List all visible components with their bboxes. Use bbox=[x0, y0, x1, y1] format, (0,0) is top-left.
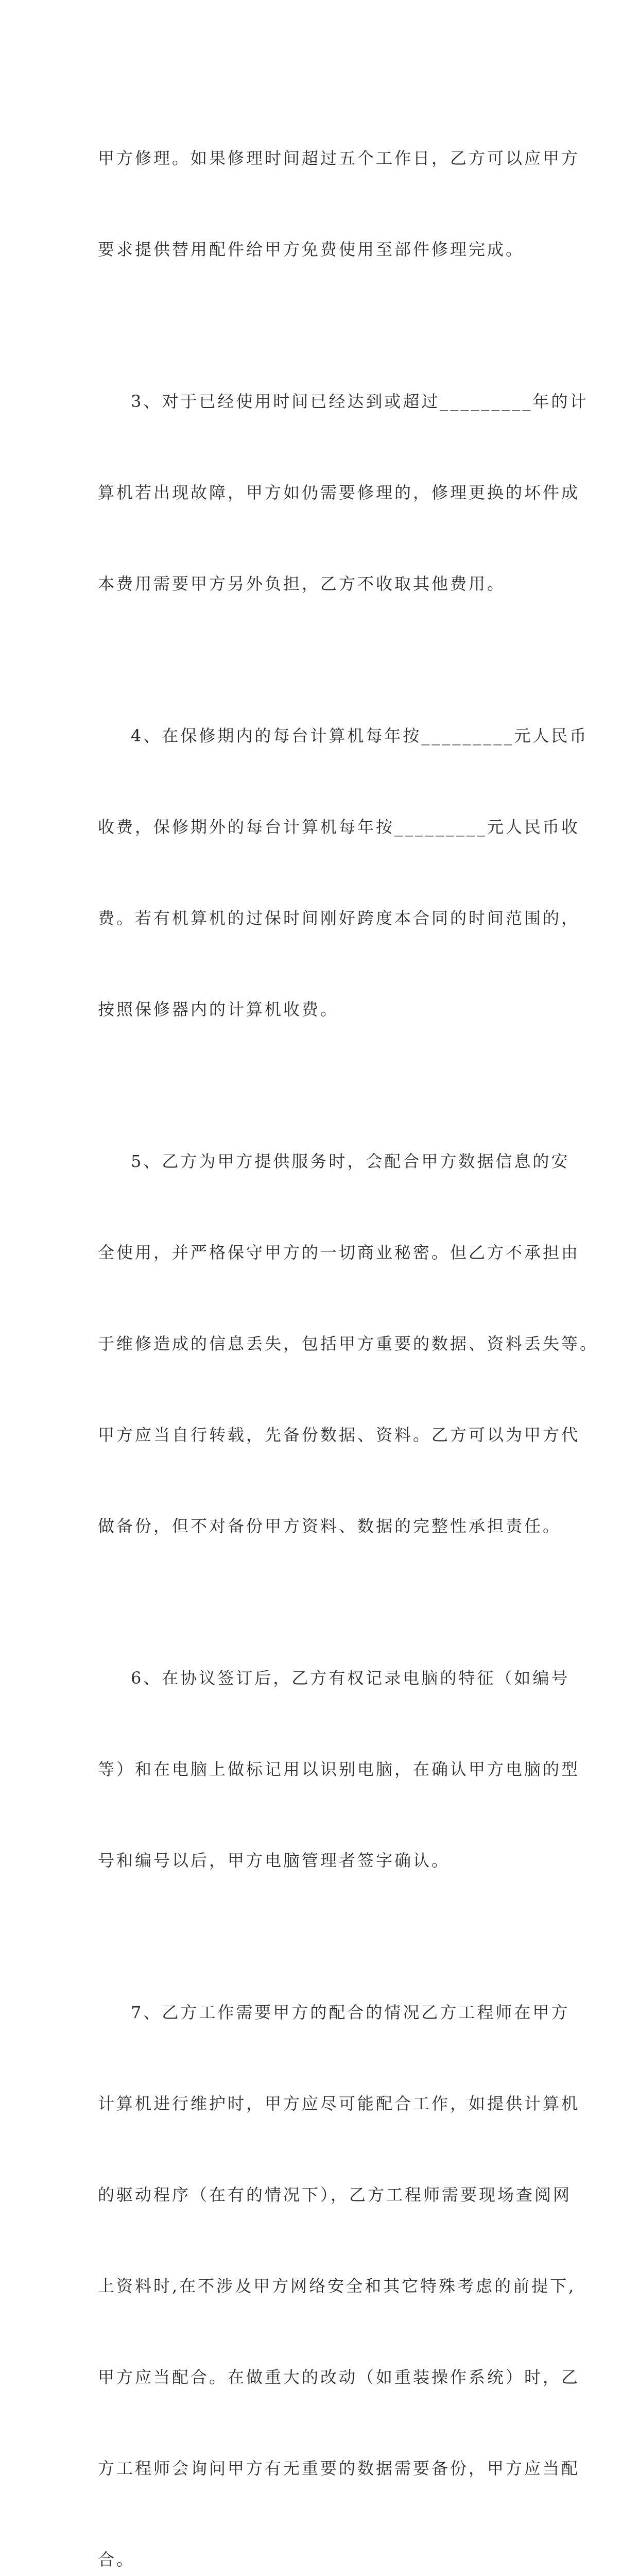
text-line: 按照保修器内的计算机收费。 bbox=[98, 999, 339, 1019]
paragraph-clause-4 bbox=[98, 660, 589, 1086]
text-line: 等）和在电脑上做标记用以识别电脑，在确认甲方电脑的型 bbox=[98, 1759, 580, 1779]
text-line: 算机若出现故障，甲方如仍需要修理的，修理更换的坏件成 bbox=[98, 483, 580, 502]
document-body bbox=[98, 82, 599, 2576]
paragraph-clause-7 bbox=[98, 1937, 580, 2576]
text-line: 甲方修理。如果修理时间超过五个工作日，乙方可以应甲方 bbox=[98, 148, 580, 168]
text-line: 本费用需要甲方另外负担，乙方不收取其他费用。 bbox=[98, 574, 506, 594]
text-line: 7、乙方工作需要甲方的配合的情况乙方工程师在甲方 bbox=[131, 2003, 570, 2022]
text-line: 甲方应当自行转载，先备份数据、资料。乙方可以为甲方代 bbox=[98, 1425, 580, 1445]
paragraph-clause-5 bbox=[98, 1086, 599, 1602]
text-line: 4、在保修期内的每台计算机每年按_________元人民币 bbox=[131, 726, 589, 745]
text-line: 6、在协议签订后，乙方有权记录电脑的特征（如编号 bbox=[131, 1668, 570, 1688]
text-line: 上资料时,在不涉及甲方网络安全和其它特殊考虑的前提下, bbox=[98, 2276, 576, 2296]
text-line: 方工程师会询问甲方有无重要的数据需要备份，甲方应当配 bbox=[98, 2459, 580, 2478]
text-line: 合。 bbox=[98, 2550, 135, 2569]
text-line: 3、对于已经使用时间已经达到或超过_________年的计 bbox=[131, 392, 589, 411]
paragraph-continuation bbox=[98, 82, 580, 326]
text-line: 号和编号以后，甲方电脑管理者签字确认。 bbox=[98, 1851, 451, 1870]
text-line: 收费，保修期外的每台计算机每年按_________元人民币收 bbox=[98, 817, 580, 837]
text-line: 要求提供替用配件给甲方免费使用至部件修理完成。 bbox=[98, 240, 525, 259]
text-line: 于维修造成的信息丢失，包括甲方重要的数据、资料丢失等。 bbox=[98, 1334, 599, 1353]
paragraph-clause-3 bbox=[98, 326, 589, 660]
text-line: 做备份，但不对备份甲方资料、数据的完整性承担责任。 bbox=[98, 1516, 562, 1536]
text-line: 5、乙方为甲方提供服务时，会配合甲方数据信息的安 bbox=[131, 1151, 570, 1171]
text-line: 甲方应当配合。在做重大的改动（如重装操作系统）时，乙 bbox=[98, 2367, 580, 2387]
paragraph-clause-6 bbox=[98, 1602, 580, 1937]
text-line: 费。若有机算机的过保时间刚好跨度本合同的时间范围的， bbox=[98, 908, 580, 928]
text-line: 的驱动程序（在有的情况下），乙方工程师需要现场查阅网 bbox=[98, 2185, 572, 2205]
text-line: 全使用，并严格保守甲方的一切商业秘密。但乙方不承担由 bbox=[98, 1243, 580, 1262]
text-line: 计算机进行维护时，甲方应尽可能配合工作，如提供计算机 bbox=[98, 2094, 580, 2113]
